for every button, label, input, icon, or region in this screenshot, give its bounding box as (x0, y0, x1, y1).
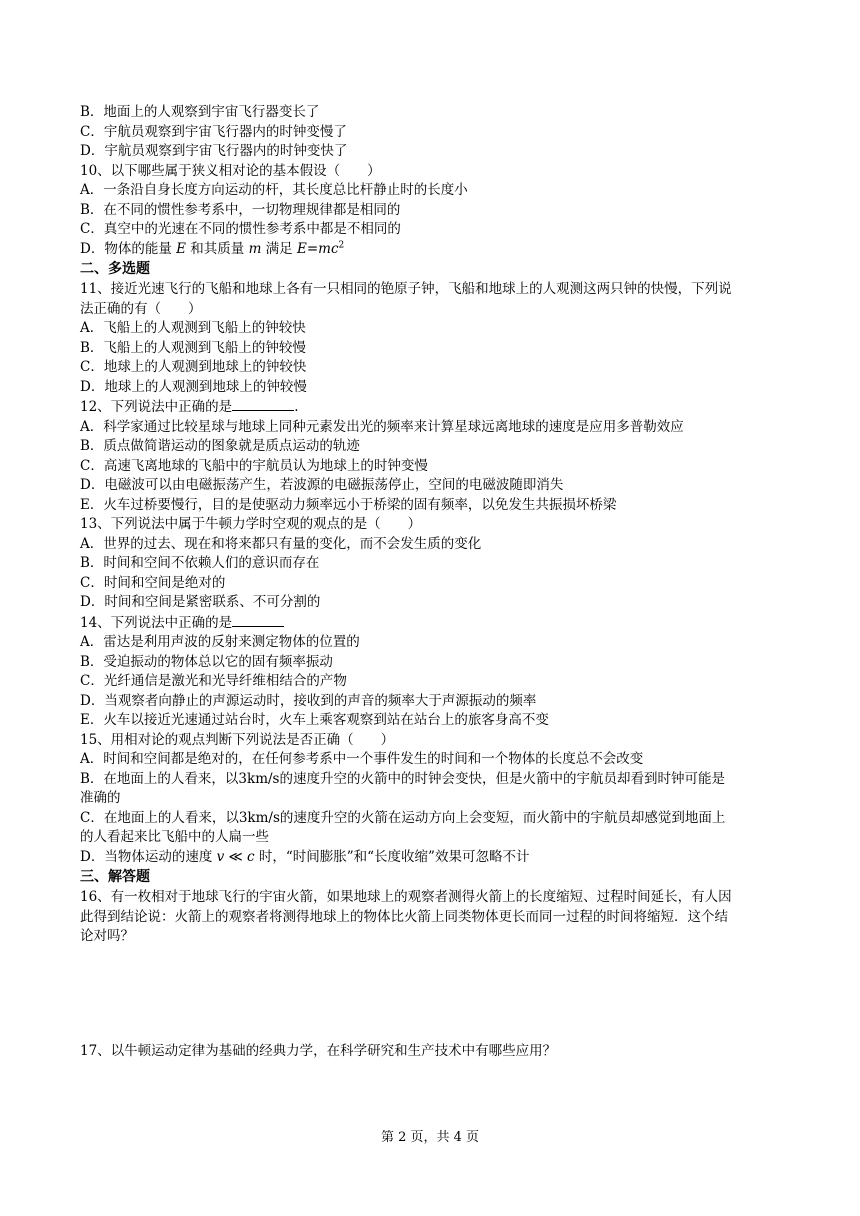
q15-option-d: D．当物体运动的速度 v ≪ c 时，“时间膨胀”和“长度收缩”效果可忽略不计 (80, 848, 530, 865)
answer-space (80, 947, 802, 1042)
q13-option-c: C．时间和空间是绝对的 (80, 574, 226, 591)
q14-option-b: B．受迫振动的物体总以它的固有频率振动 (80, 653, 333, 670)
page-content (80, 103, 802, 1061)
q17-stem: 17、以牛顿运动定律为基础的经典力学，在科学研究和生产技术中有哪些应用？ (80, 1042, 557, 1059)
q11-option-c: C．地球上的人观测到地球上的钟较快 (80, 359, 307, 375)
answer-blank (232, 613, 284, 627)
q10-option-a: A．一条沿自身长度方向运动的杆，其长度总比杆静止时的长度小 (80, 182, 468, 198)
q15-stem: 15、用相对论的观点判断下列说法是否正确（ ） (80, 731, 395, 748)
q10-option-d: D．物体的能量 E 和其质量 m 满足 $E=mc^2$ (80, 240, 345, 257)
q10-option-c: C．真空中的光速在不同的惯性参考系中都是不相同的 (80, 221, 401, 237)
q10-stem: 10、以下哪些属于狭义相对论的基本假设（ ） (80, 162, 381, 179)
q11-option-d: D．地球上的人观测到地球上的钟较慢 (80, 378, 307, 395)
q9-option-b: B．地面上的人观察到宇宙飞行器变长了 (80, 104, 320, 120)
q14-option-c: C．光纤通信是激光和光导纤维相结合的产物 (80, 673, 347, 689)
section-heading-answer: 三、解答题 (80, 869, 150, 885)
q15-option-c-line2: 的人看起来比飞船中的人扁一些 (80, 829, 269, 845)
q14-option-a: A．雷达是利用声波的反射来测定物体的位置的 (80, 634, 360, 650)
q9-option-c: C．宇航员观察到宇宙飞行器内的时钟变慢了 (80, 123, 347, 140)
q12-option-d: D．电磁波可以由电磁振荡产生，若波源的电磁振荡停止，空间的电磁波随即消失 (80, 477, 564, 493)
q12-option-a: A．科学家通过比较星球与地球上同种元素发出光的频率来计算星球远离地球的速度是应用多普勒效应 (80, 418, 684, 435)
q14-option-e: E．火车以接近光速通过站台时，火车上乘客观察到站在站台上的旅客身高不变 (80, 712, 549, 728)
q15-option-b-line1: B．在地面上的人看来，以3km/s的速度升空的火箭中的时钟会变快，但是火箭中的宇航员却看到时钟可能是 (80, 770, 725, 787)
q13-option-b: B．时间和空间不依赖人们的意识而存在 (80, 555, 320, 571)
q10-option-b: B．在不同的惯性参考系中，一切物理规律都是相同的 (80, 201, 401, 218)
q11-stem-line1: 11、接近光速飞行的飞船和地球上各有一只相同的铯原子钟，飞船和地球上的人观测这两只钟的快慢，下列说 (80, 281, 732, 297)
section-heading-multiple-choice: 二、多选题 (80, 261, 150, 277)
q15-option-b-line2: 准确的 (80, 790, 121, 806)
q15-option-a: A．时间和空间都是绝对的，在任何参考系中一个事件发生的时间和一个物体的长度总不会改变 (80, 751, 644, 767)
q13-option-a: A．世界的过去、现在和将来都只有量的变化，而不会发生质的变化 (80, 535, 482, 552)
q11-option-a: A．飞船上的人观测到飞船上的钟较快 (80, 320, 306, 336)
q12-option-c: C．高速飞离地球的飞船中的宇航员认为地球上的时钟变慢 (80, 457, 428, 474)
q9-option-d: D．宇航员观察到宇宙飞行器内的时钟变快了 (80, 143, 348, 159)
q16-line1: 16、有一枚相对于地球飞行的宇宙火箭，如果地球上的观察者测得火箭上的长度缩短、过程时间延长，有人因 (80, 889, 732, 905)
q14-stem: 14、下列说法中正确的是 (80, 613, 802, 634)
q11-stem-line2: 法正确的有（ ） (80, 300, 202, 317)
q13-stem: 13、下列说法中属于牛顿力学时空观的观点的是（ ） (80, 516, 422, 532)
page-number: 第 2 页，共 4 页 (380, 1130, 480, 1145)
q13-option-d: D．时间和空间是紧密联系、不可分割的 (80, 594, 321, 610)
q12-option-e: E．火车过桥要慢行，目的是使驱动力频率远小于桥梁的固有频率，以免发生共振损坏桥梁 (80, 496, 617, 513)
q11-option-b: B．飞船上的人观测到飞船上的钟较慢 (80, 339, 306, 356)
q12-stem: 12、下列说法中正确的是 . (80, 399, 299, 415)
q16-line3: 论对吗？ (80, 928, 134, 944)
q16-line2: 此得到结论说：火箭上的观察者将测得地球上的物体比火箭上同类物体更长而同一过程的时间将缩短．这个结 (80, 908, 728, 925)
q12-option-b: B．质点做简谐运动的图象就是质点运动的轨迹 (80, 438, 360, 454)
q15-option-c-line1: C．在地面上的人看来，以3km/s的速度升空的火箭在运动方向上会变短，而火箭中的宇航员却感觉到地面上 (80, 809, 726, 826)
answer-blank (232, 397, 294, 411)
q14-option-d: D．当观察者向静止的声源运动时，接收到的声音的频率大于声源振动的频率 (80, 692, 537, 709)
